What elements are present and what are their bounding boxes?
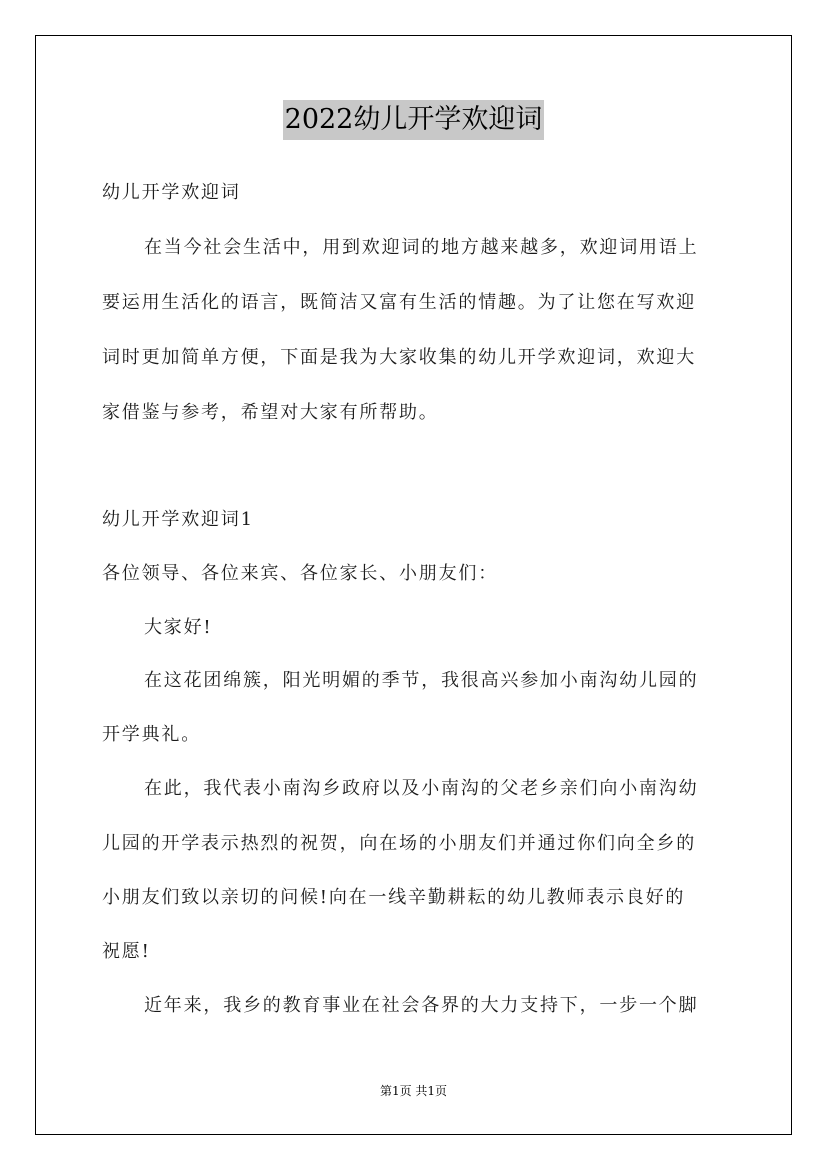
salutation: 各位领导、各位来宾、各位家长、小朋友们： xyxy=(102,563,498,584)
intro-line-1: 在当今社会生活中，用到欢迎词的地方越来越多，欢迎词用语上 xyxy=(144,237,699,258)
section-title: 幼儿开学欢迎词1 xyxy=(102,509,254,530)
greeting: 大家好! xyxy=(144,617,213,638)
para3-line-1: 近年来，我乡的教育事业在社会各界的大力支持下，一步一个脚 xyxy=(144,995,699,1016)
para1-line-2: 开学典礼。 xyxy=(102,724,201,745)
page-footer: 第1页 共1页 xyxy=(379,1084,448,1098)
document-subtitle: 幼儿开学欢迎词 xyxy=(102,182,241,203)
intro-line-3: 词时更加简单方便，下面是我为大家收集的幼儿开学欢迎词，欢迎大 xyxy=(102,347,696,368)
para2-line-2: 儿园的开学表示热烈的祝贺，向在场的小朋友们并通过你们向全乡的 xyxy=(102,833,696,854)
intro-line-2: 要运用生活化的语言，既简洁又富有生活的情趣。为了让您在写欢迎 xyxy=(102,292,696,313)
para1-line-1: 在这花团绵簇，阳光明媚的季节，我很高兴参加小南沟幼儿园的 xyxy=(144,670,699,691)
para2-line-3: 小朋友们致以亲切的问候!向在一线辛勤耕耘的幼儿教师表示良好的 xyxy=(102,887,686,908)
intro-line-4: 家借鉴与参考，希望对大家有所帮助。 xyxy=(102,402,439,423)
para2-line-4: 祝愿! xyxy=(102,941,151,962)
title-container xyxy=(0,100,827,140)
document-title: 2022幼儿开学欢迎词 xyxy=(283,100,545,140)
para2-line-1: 在此，我代表小南沟乡政府以及小南沟的父老乡亲们向小南沟幼 xyxy=(144,778,699,799)
